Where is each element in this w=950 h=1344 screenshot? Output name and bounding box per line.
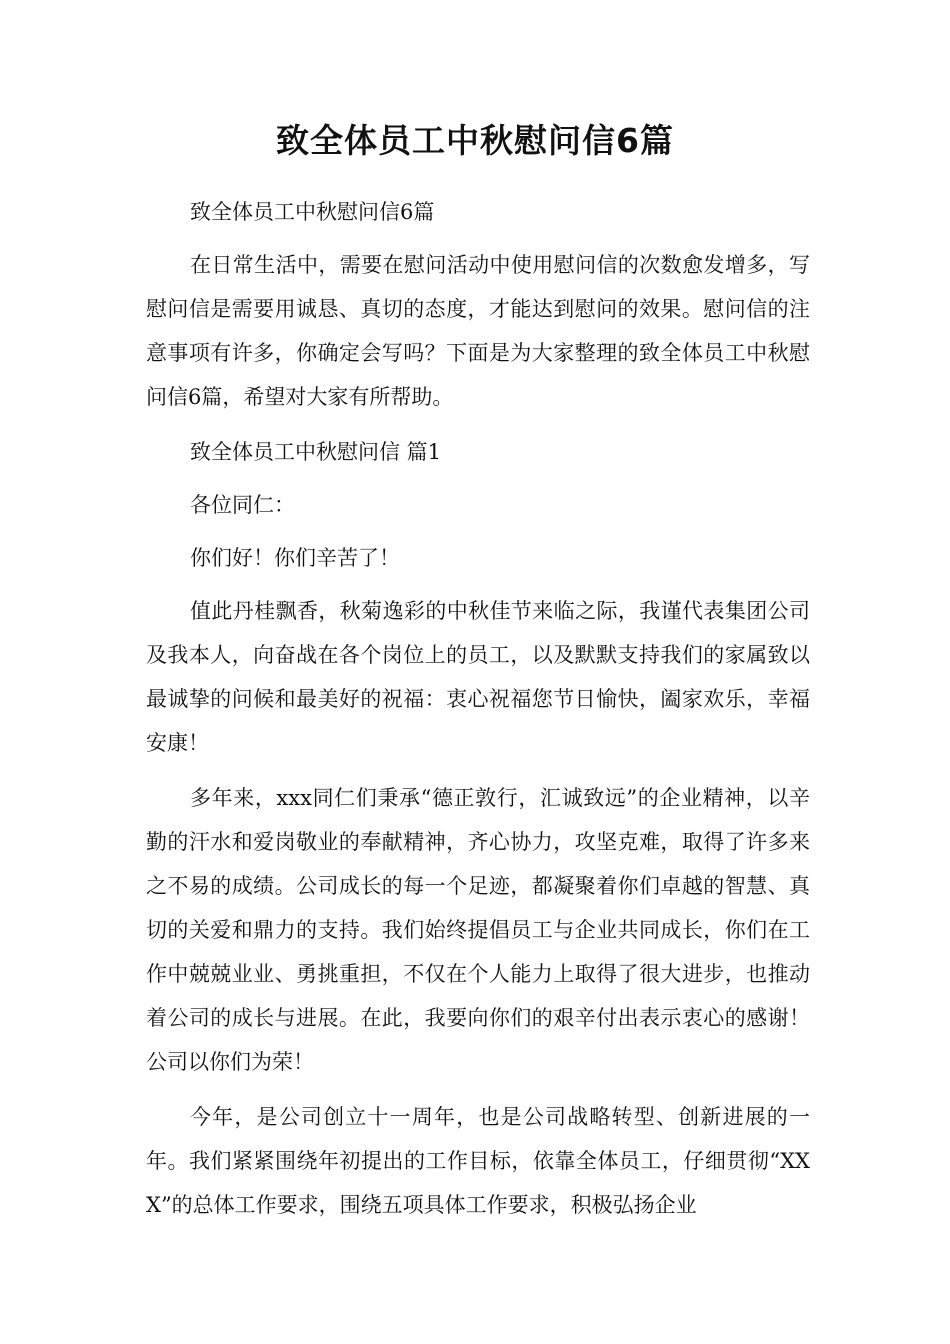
document-body (146, 190, 810, 1238)
body-paragraph: 多年来，xxx同仁们秉承“德正敦行，汇诚致远”的企业精神，以辛勤的汗水和爱岗敬业的奉献精神，齐心协力，攻坚克难，取得了许多来之不易的成绩。公司成长的每一个足迹，都凝聚着你们卓越的智慧、真切的关爱和鼎力的支持。我们始终提倡员工与企业共同成长，你们在工作中兢兢业业、勇挑重担，不仅在个人能力上取得了很大进步，也推动着公司的成长与进展。在此，我要向你们的艰辛付出表示衷心的感谢！公司以你们为荣！ (146, 786, 810, 1074)
document-title: 致全体员工中秋慰问信6篇 (276, 121, 674, 160)
section-heading: 致全体员工中秋慰问信 篇1 (190, 440, 442, 464)
subtitle-paragraph: 致全体员工中秋慰问信6篇 (190, 200, 435, 224)
greeting-paragraph: 你们好！你们辛苦了！ (190, 546, 400, 570)
intro-paragraph: 在日常生活中，需要在慰问活动中使用慰问信的次数愈发增多，写慰问信是需要用诚恳、真切的态度，才能达到慰问的效果。慰问信的注意事项有许多，你确定会写吗？下面是为大家整理的致全体员工中秋慰问信6篇，希望对大家有所帮助。 (146, 253, 810, 409)
body-paragraph: 今年，是公司创立十一周年，也是公司战略转型、创新进展的一年。我们紧紧围绕年初提出的工作目标，依靠全体员工，仔细贯彻“XXX”的总体工作要求，围绕五项具体工作要求，积极弘扬企业 (146, 1105, 810, 1217)
salutation-paragraph: 各位同仁： (190, 493, 295, 517)
body-paragraph: 值此丹桂飘香，秋菊逸彩的中秋佳节来临之际，我谨代表集团公司及我本人，向奋战在各个岗位上的员工，以及默默支持我们的家属致以最诚挚的问候和最美好的祝福：衷心祝福您节日愉快，阖家欢乐，幸福安康！ (146, 599, 810, 755)
